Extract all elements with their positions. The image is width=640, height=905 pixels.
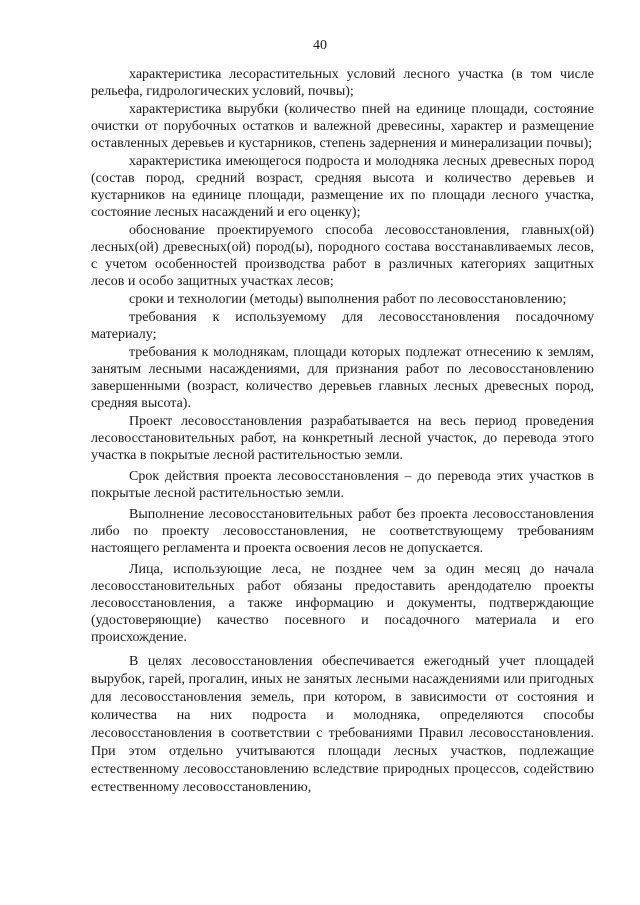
document-body <box>91 66 594 797</box>
paragraph-project-scope: Проект лесовосстановления разрабатывается на весь период проведения лесовосстановительных работ, на конкретный лесной участок, до перевода этого участка в покрытые лесной растительностью земли. <box>91 414 594 463</box>
page-number: 40 <box>313 38 327 53</box>
paragraph-forest-conditions: характеристика лесорастительных условий лесного участка (в том числе рельефа, гидрологических условий, почвы); <box>91 67 594 99</box>
paragraph-annual-accounting: В целях лесовосстановления обеспечивается ежегодный учет площадей вырубок, гарей, прогалин, иных не занятых лесными насаждениями или пригодных для лесовосстановления земель, при котором, в зависимости от состояния и количества на них подроста и молодняка, определяются способы лесовосстановления в соответствии с требованиями Правил лесовосстановления. При этом отдельно учитываются площади лесных участков, подлежащие естественному лесовосстановлению вследствие природных процессов, содействию естественному лесовосстановлению, <box>91 654 594 795</box>
paragraph-young-stand-requirements: требования к молоднякам, площади которых подлежат отнесению к землям, занятым лесными насаждениями, для признания работ по лесовосстановлению завершенными (возраст, количество деревьев главных лесных древесных пород, средняя высота). <box>91 345 594 411</box>
paragraph-cutting-characteristics: характеристика вырубки (количество пней на единице площади, состояние очистки от порубочных остатков и валежной древесины, характер и размещение оставленных деревьев и кустарников, степень задернения и минерализации почвы); <box>91 102 594 151</box>
paragraph-undergrowth-characteristics: характеристика имеющегося подроста и молодняка лесных древесных пород (состав пород, средний возраст, средняя высота и количество деревьев и кустарников на единице площади, размещение их по площади лесного участка, состояние лесных насаждений и его оценку); <box>91 154 594 220</box>
paragraph-project-requirement: Выполнение лесовосстановительных работ без проекта лесовосстановления либо по проекту лесовосстановления, не соответствующему требованиям настоящего регламента и проекта освоения лесов не допускается. <box>91 507 594 556</box>
paragraph-timing-technologies: сроки и технологии (методы) выполнения работ по лесовосстановлению; <box>129 292 567 307</box>
paragraph-project-duration: Срок действия проекта лесовосстановления – до перевода этих участков в покрытые лесной растительностью земли. <box>91 469 594 501</box>
paragraph-submission-obligation: Лица, использующие леса, не позднее чем за один месяц до начала лесовосстановительных работ обязаны предоставить арендодателю проекты лесовосстановления, а также информацию и документы, подтверждающие (удостоверяющие) качество посевного и посадочного материала и его происхождение. <box>91 562 594 645</box>
paragraph-method-justification: обоснование проектируемого способа лесовосстановления, главных(ой) лесных(ой) древесных(ой) пород(ы), породного состава восстанавливаемых лесов, с учетом особенностей производства работ в различных категориях защитных лесов и особо защитных участках лесов; <box>91 223 594 289</box>
paragraph-planting-material: требования к используемому для лесовосстановления посадочному материалу; <box>91 310 594 342</box>
